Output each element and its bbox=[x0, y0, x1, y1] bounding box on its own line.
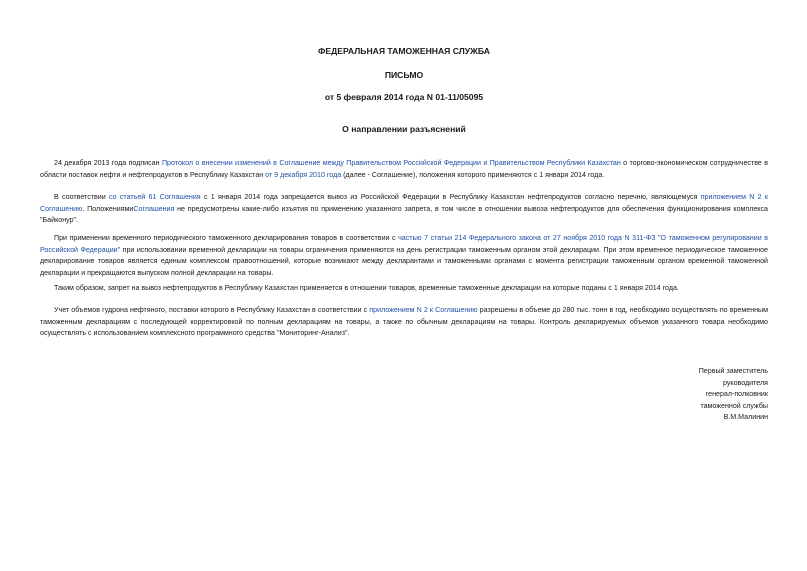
text: при использовании временной декларации на товары ограничения применяются на день регистрации таможенным органом этой декларации. При этом временное периодическое таможенное декларирование товаров является единым комплексом правоотношений, которые возникают между декларантами и таможенными органами с момента регистрации таможенным органом временной таможенной декларации и прекращаются выпуском полной декларации на товары. bbox=[40, 245, 769, 277]
text: При применении временного периодического таможенного декларирования товаров в соответствии с bbox=[54, 234, 399, 242]
text: (далее - Соглашение), положения которого применяются с 1 января 2014 года. bbox=[341, 170, 605, 179]
signature-line: таможенной службы bbox=[700, 401, 768, 410]
text: Учет объемов гудрона нефтяного, поставки которого в Республику Казахстан в соответствии с bbox=[54, 306, 370, 314]
signature-line: руководителя bbox=[723, 378, 768, 387]
text: о торгово-экономическом сотрудничестве в области поставок нефти и нефтепродуктов в Республику Казахстан bbox=[40, 159, 768, 179]
signature-line: генерал-полковник bbox=[705, 390, 768, 399]
document-page bbox=[40, 0, 768, 571]
link-article-61[interactable]: со статьей 61 Соглашения bbox=[109, 193, 201, 201]
link-federal-law[interactable]: частью 7 статьи 214 Федерального закона от 27 ноября 2010 года N 311-ФЗ "О таможенном регулировании в Российской Федерации" bbox=[40, 234, 768, 254]
document-type: ПИСЬМО bbox=[384, 70, 424, 80]
link-agreement[interactable]: Соглашения bbox=[133, 204, 175, 213]
signatory-name: В.М.Малинин bbox=[723, 413, 768, 422]
link-protocol[interactable]: Протокол о внесении изменений в Соглашение между Правительством Российской Федерации и Правительством Республики Казахстан bbox=[161, 159, 621, 167]
signature-block bbox=[600, 366, 768, 424]
document-date-number: от 5 февраля 2014 года N 01-11/05095 bbox=[324, 92, 484, 102]
paragraph-1 bbox=[40, 158, 768, 181]
paragraph-5 bbox=[40, 305, 768, 340]
text: В соответствии bbox=[54, 193, 109, 201]
paragraph-3 bbox=[40, 233, 768, 279]
paragraph-4 bbox=[40, 283, 768, 295]
text: разрешены в объеме до 280 тыс. тонн в год, необходимо осуществлять по временным таможенным декларациям с последующей корректировкой по полным декларациям на товары, а также по обычным декларациям на товары. Контроль декларируемых объемов указанного товара необходимо осуществлять с использованием комплексного программного средства "Мониторинг-Анализ". bbox=[40, 306, 769, 338]
link-appendix-2[interactable]: приложением N 2 к Соглашению bbox=[40, 193, 768, 213]
agency-name: ФЕДЕРАЛЬНАЯ ТАМОЖЕННАЯ СЛУЖБА bbox=[318, 46, 490, 56]
text: Таким образом, запрет на вывоз нефтепродуктов в Республику Казахстан применяется в отношении товаров, временные таможенные декларации на которые поданы с 1 января 2014 года. bbox=[54, 284, 679, 292]
document-subject: О направлении разъяснений bbox=[342, 124, 466, 134]
link-agreement-date[interactable]: от 9 декабря 2010 года bbox=[265, 170, 342, 179]
text: с 1 января 2014 года запрещается вывоз из Российской Федерации в Республику Казахстан нефтепродуктов согласно перечню, являющемуся bbox=[200, 193, 701, 201]
text: 24 декабря 2013 года подписан bbox=[54, 159, 162, 167]
signature-line: Первый заместитель bbox=[698, 367, 768, 375]
text: . Положениями bbox=[82, 204, 134, 213]
link-appendix-2-second[interactable]: приложением N 2 к Соглашению bbox=[369, 306, 478, 314]
paragraph-2 bbox=[40, 192, 768, 227]
text: не предусмотрены какие-либо изъятия по применению указанного запрета, в том числе в отношении вывоза нефтепродуктов для обеспечения функционирования комплекса "Байконур". bbox=[40, 204, 768, 225]
